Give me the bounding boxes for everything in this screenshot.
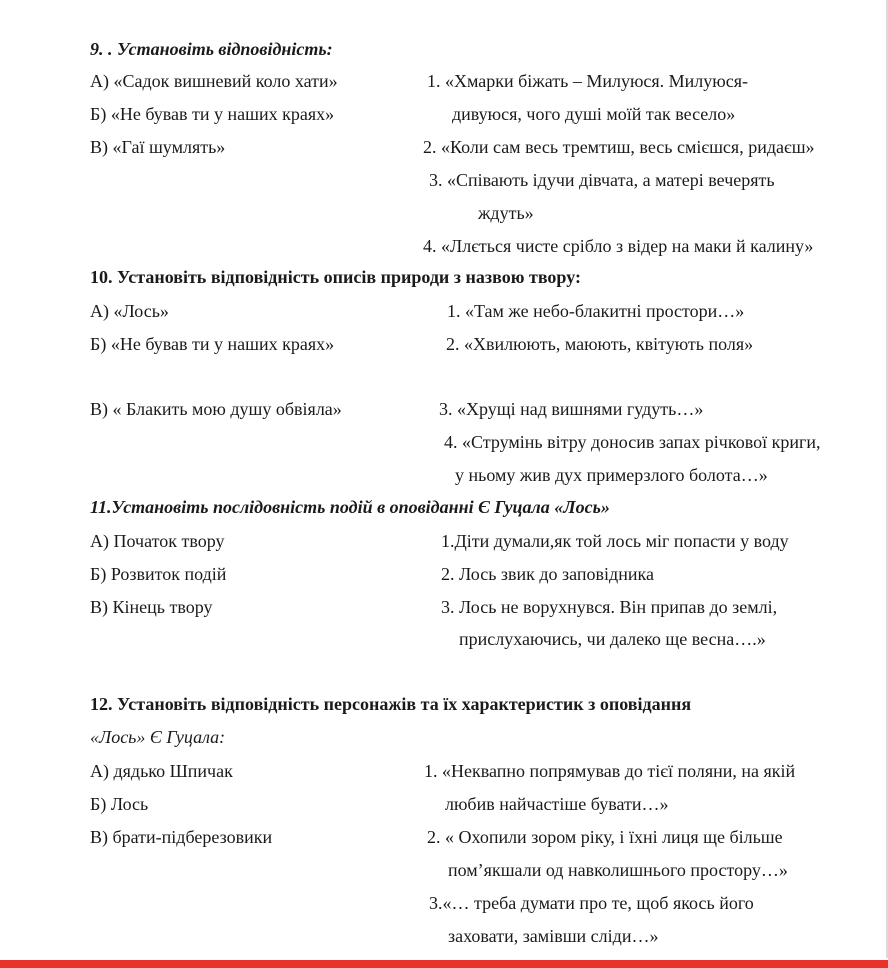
q10-right-4: 4. «Струмінь вітру доносив запах річкової криги,	[444, 432, 821, 452]
q12-right-2-cont: пом’якшали од навколишнього простору…»	[448, 860, 788, 880]
q12-left-c: В) брати-підберезовики	[90, 827, 273, 847]
q11-right-2: 2. Лось звик до заповідника	[441, 564, 654, 584]
q11-left-b: Б) Розвиток подій	[90, 564, 227, 584]
q12-right-3-cont: заховати, замівши сліди…»	[448, 926, 659, 946]
bottom-accent-bar	[0, 960, 888, 968]
q10-right-3: 3. «Хрущі над вишнями гудуть…»	[439, 399, 704, 419]
q12-heading: 12. Установіть відповідність персонажів та їх характеристик з оповідання	[90, 694, 692, 714]
q9-left-c: В) «Гаї шумлять»	[90, 137, 226, 157]
q10-left-c: В) « Блакить мою душу обвіяла»	[90, 399, 342, 419]
q12-left-b: Б) Лось	[90, 794, 149, 814]
q9-right-2: 2. «Коли сам весь тремтиш, весь смієшся, ридаєш»	[423, 137, 815, 157]
q12-right-1-cont: любив найчастіше бувати…»	[445, 794, 669, 814]
q10-right-2: 2. «Хвилюють, маюють, квітують поля»	[446, 334, 754, 354]
q9-right-3: 3. «Співають ідучи дівчата, а матері вечерять	[429, 170, 775, 190]
q9-right-3-cont: ждуть»	[478, 203, 534, 223]
q11-left-a: А) Початок твору	[90, 531, 225, 551]
q11-left-c: В) Кінець твору	[90, 597, 213, 617]
q11-heading: 11.Установіть послідовність подій в оповіданні Є Гуцала «Лось»	[90, 497, 610, 517]
q12-right-2: 2. « Охопили зором ріку, і їхні лиця ще більше	[427, 827, 783, 847]
q11-right-3-cont: прислухаючись, чи далеко ще весна….»	[459, 629, 766, 649]
q12-subheading: «Лось» Є Гуцала:	[90, 727, 226, 747]
q9-right-1-cont: дивуюся, чого душі моїй так весело»	[452, 104, 736, 124]
q9-right-4: 4. «Ллється чисте срібло з відер на маки й калину»	[423, 236, 814, 256]
q9-left-b: Б) «Не бував ти у наших краях»	[90, 104, 335, 124]
q12-right-1: 1. «Неквапно попрямував до тієї поляни, на якій	[424, 761, 796, 781]
q9-heading: 9. . Установіть відповідність:	[90, 39, 333, 59]
q10-left-b: Б) «Не бував ти у наших краях»	[90, 334, 335, 354]
q9-left-a: А) «Садок вишневий коло хати»	[90, 71, 338, 91]
q9-right-1: 1. «Хмарки біжать – Милуюся. Милуюся-	[427, 71, 748, 91]
q10-heading: 10. Установіть відповідність описів природи з назвою твору:	[90, 267, 581, 287]
q10-right-4-cont: у ньому жив дух примерзлого болота…»	[455, 465, 768, 485]
q10-right-1: 1. «Там же небо-блакитні простори…»	[447, 301, 745, 321]
q12-right-3: 3.«… треба думати про те, щоб якось його	[429, 893, 754, 913]
q11-right-1: 1.Діти думали,як той лось міг попасти у воду	[441, 531, 789, 551]
q12-left-a: А) дядько Шпичак	[90, 761, 233, 781]
q10-left-a: А) «Лось»	[90, 301, 169, 321]
q11-right-3: 3. Лось не ворухнувся. Він припав до землі,	[441, 597, 778, 617]
